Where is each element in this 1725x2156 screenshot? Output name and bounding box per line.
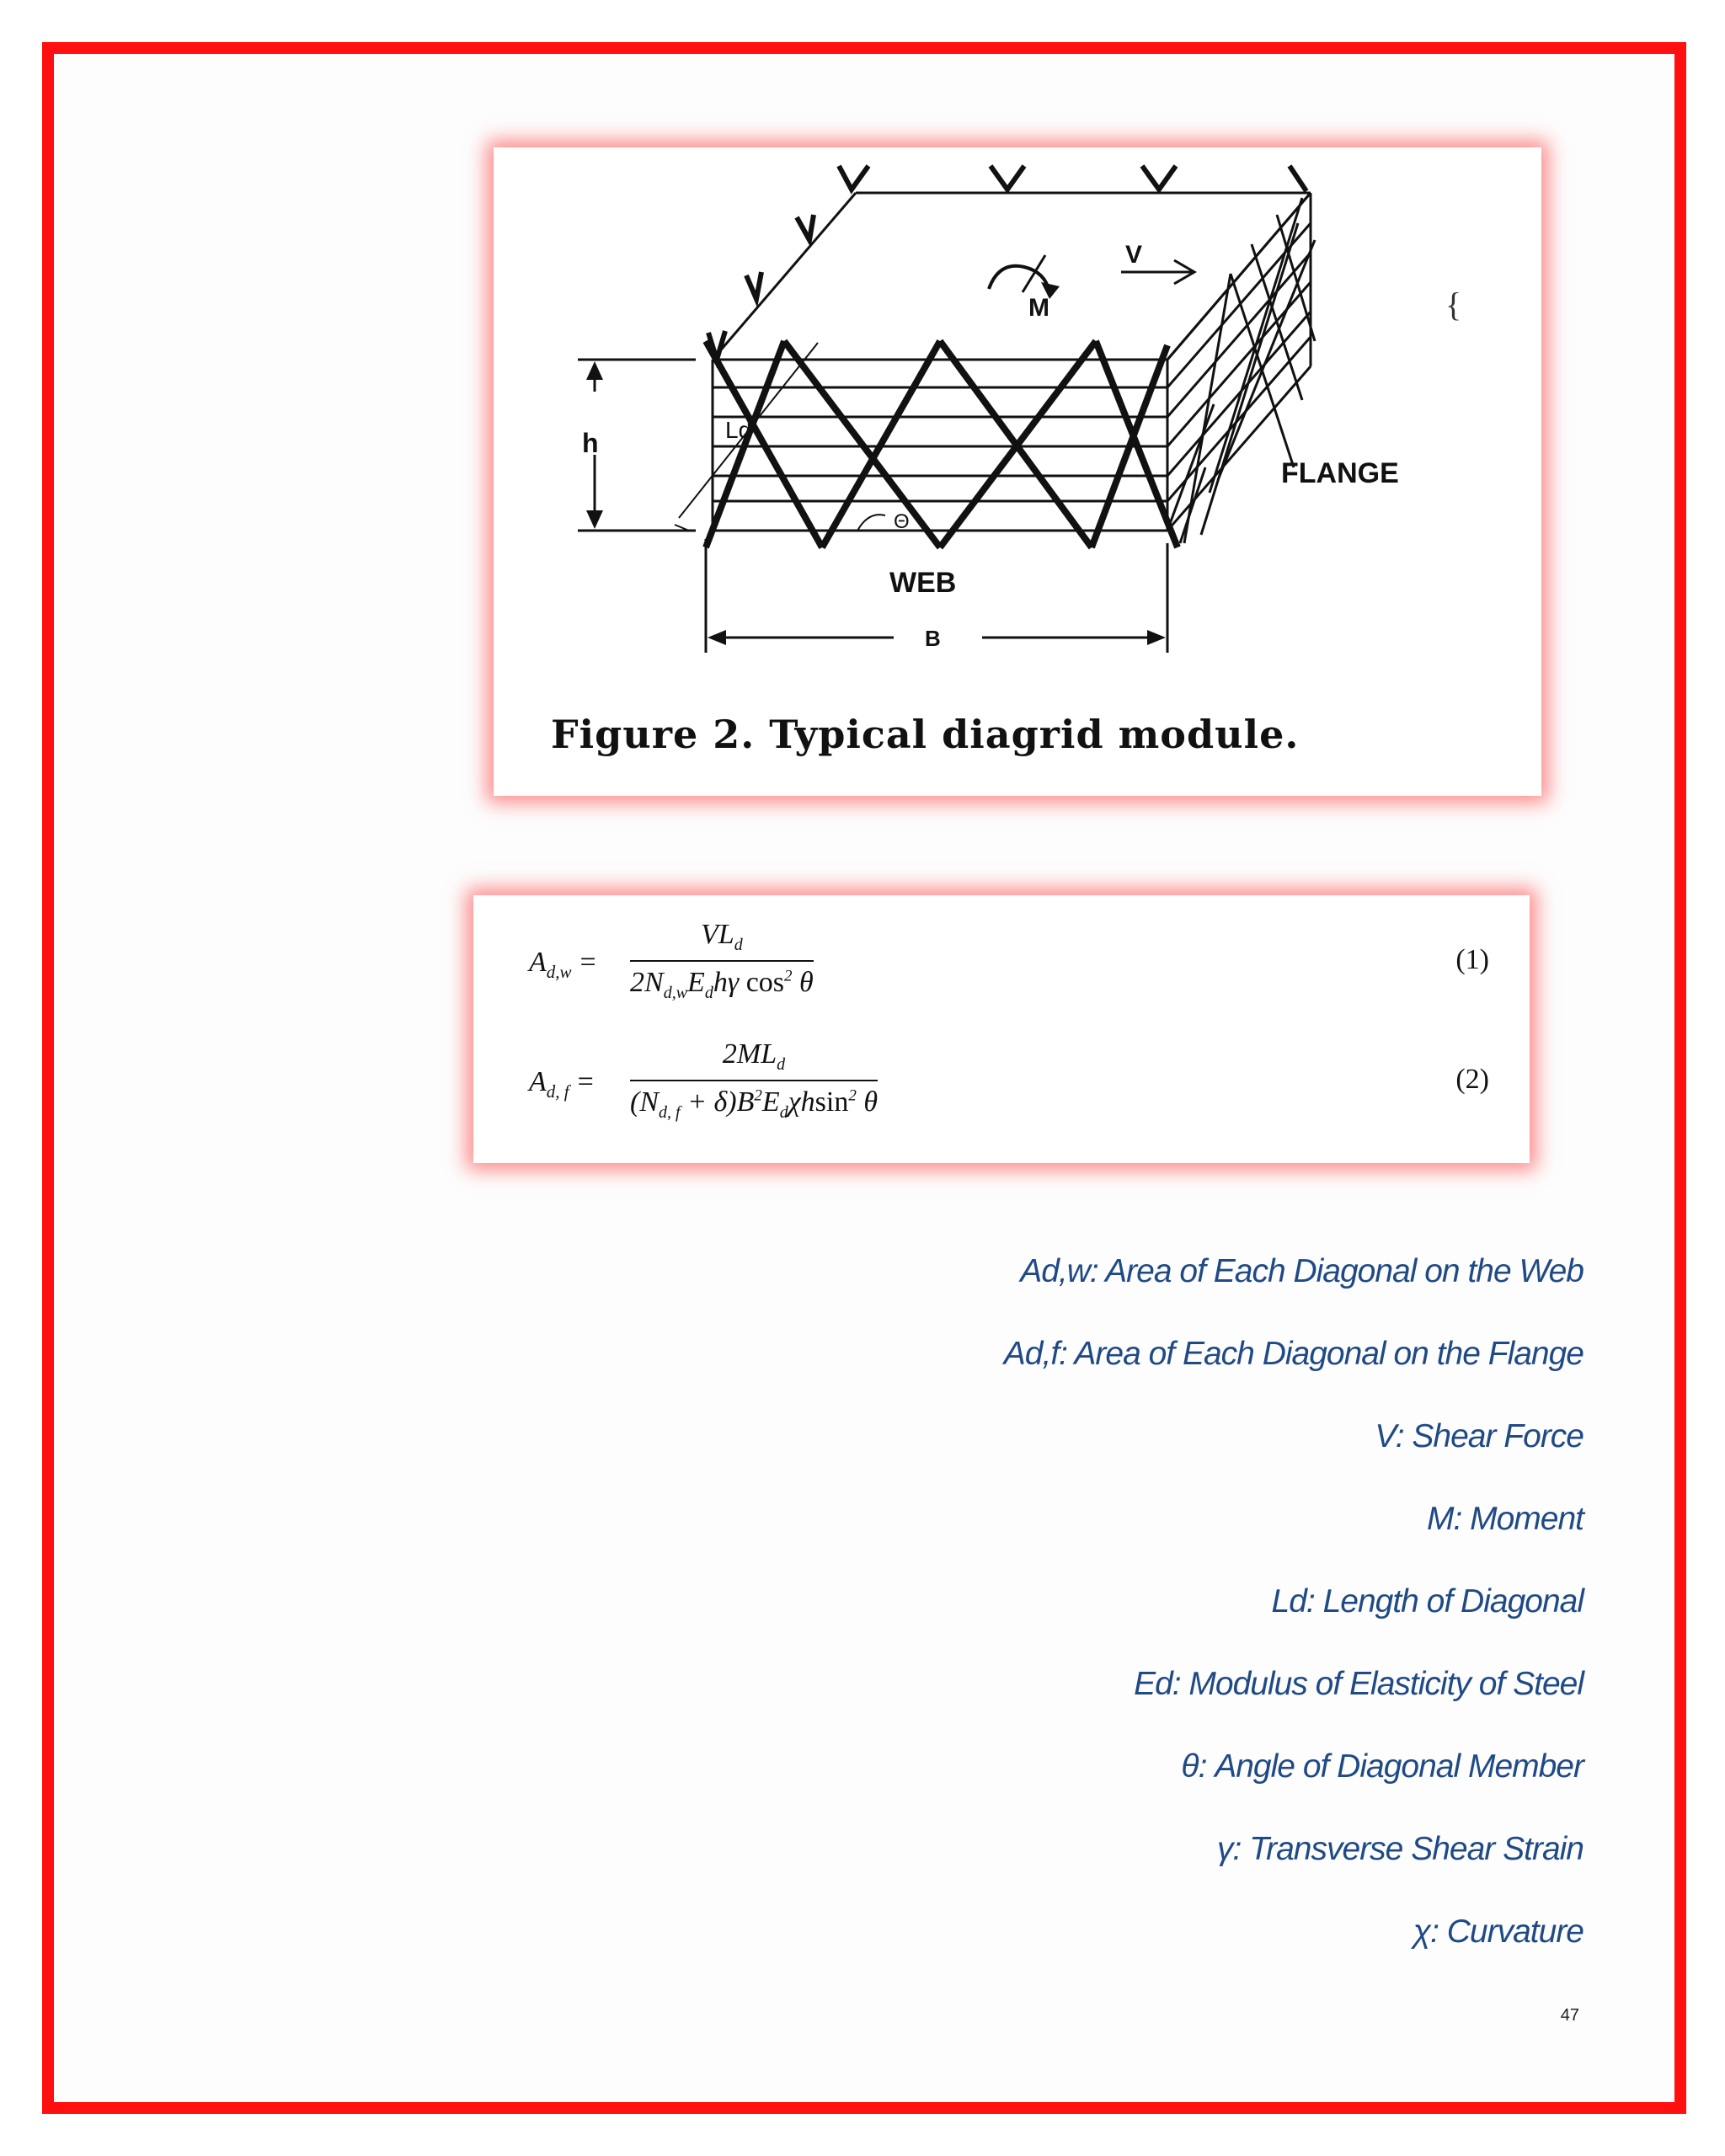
definition-item: χ: Curvature [1413, 1913, 1583, 1950]
equation-2 [529, 1038, 1489, 1131]
theta-arc [857, 515, 885, 531]
svg-text:{: { [1445, 286, 1462, 323]
flange-face [1167, 193, 1315, 543]
label-ld: Ld [725, 417, 752, 443]
definition-item: Ld: Length of Diagonal [1271, 1583, 1583, 1620]
equation-card [473, 895, 1530, 1163]
label-m: M [1028, 294, 1049, 322]
equation-fraction [630, 919, 814, 1003]
equation-lhs: $A_{d, f}$ = [529, 1066, 594, 1102]
moment-arrow [989, 266, 1049, 292]
page-number: 47 [1560, 2006, 1579, 2025]
figure-caption: Figure 2. Typical diagrid module. [551, 712, 1300, 757]
equation-lhs: $A_{d,w}$ = [529, 947, 596, 982]
equation-denominator: $(N_{d, f} + \delta)B^2E_d\chi hsin^2$ θ [630, 1086, 879, 1122]
label-web: WEB [889, 567, 957, 599]
label-h: h [582, 428, 599, 458]
definition-item: γ: Transverse Shear Strain [1217, 1831, 1583, 1867]
equation-number: (2) [1455, 1064, 1489, 1095]
definitions-list [1004, 1246, 1583, 1989]
label-theta: Θ [894, 510, 910, 533]
h-arrow-top [586, 361, 603, 380]
b-arrow-right [1147, 630, 1166, 645]
web-diagonals [706, 341, 1178, 547]
equation-number: (1) [1455, 944, 1489, 975]
definition-item: Ed: Modulus of Elasticity of Steel [1134, 1666, 1583, 1702]
label-v: V [1125, 241, 1143, 269]
equation-numerator: $VL_d$ [630, 919, 814, 962]
diagrid-module-diagram [494, 147, 1541, 703]
label-b: B [925, 626, 941, 651]
figure-card [494, 147, 1541, 796]
equation-numerator: $2ML_d$ [630, 1038, 878, 1081]
definition-item: V: Shear Force [1375, 1418, 1583, 1454]
definition-item: Ad,f: Area of Each Diagonal on the Flange [1003, 1336, 1583, 1372]
b-arrow-left [708, 630, 726, 645]
web-floor-lines [713, 360, 1167, 531]
definition-item: θ: Angle of Diagonal Member [1181, 1748, 1583, 1785]
equation-1 [529, 919, 1489, 1011]
definition-item: Ad,w: Area of Each Diagonal on the Web [1020, 1253, 1583, 1289]
equation-fraction [630, 1038, 878, 1123]
equation-denominator: $2N_{d,w}E_dh\gamma$ $\cos^2 \theta$ [630, 966, 814, 1002]
label-flange: FLANGE [1281, 457, 1399, 489]
h-arrow-bottom [586, 510, 603, 529]
definition-item: M: Moment [1426, 1501, 1583, 1537]
